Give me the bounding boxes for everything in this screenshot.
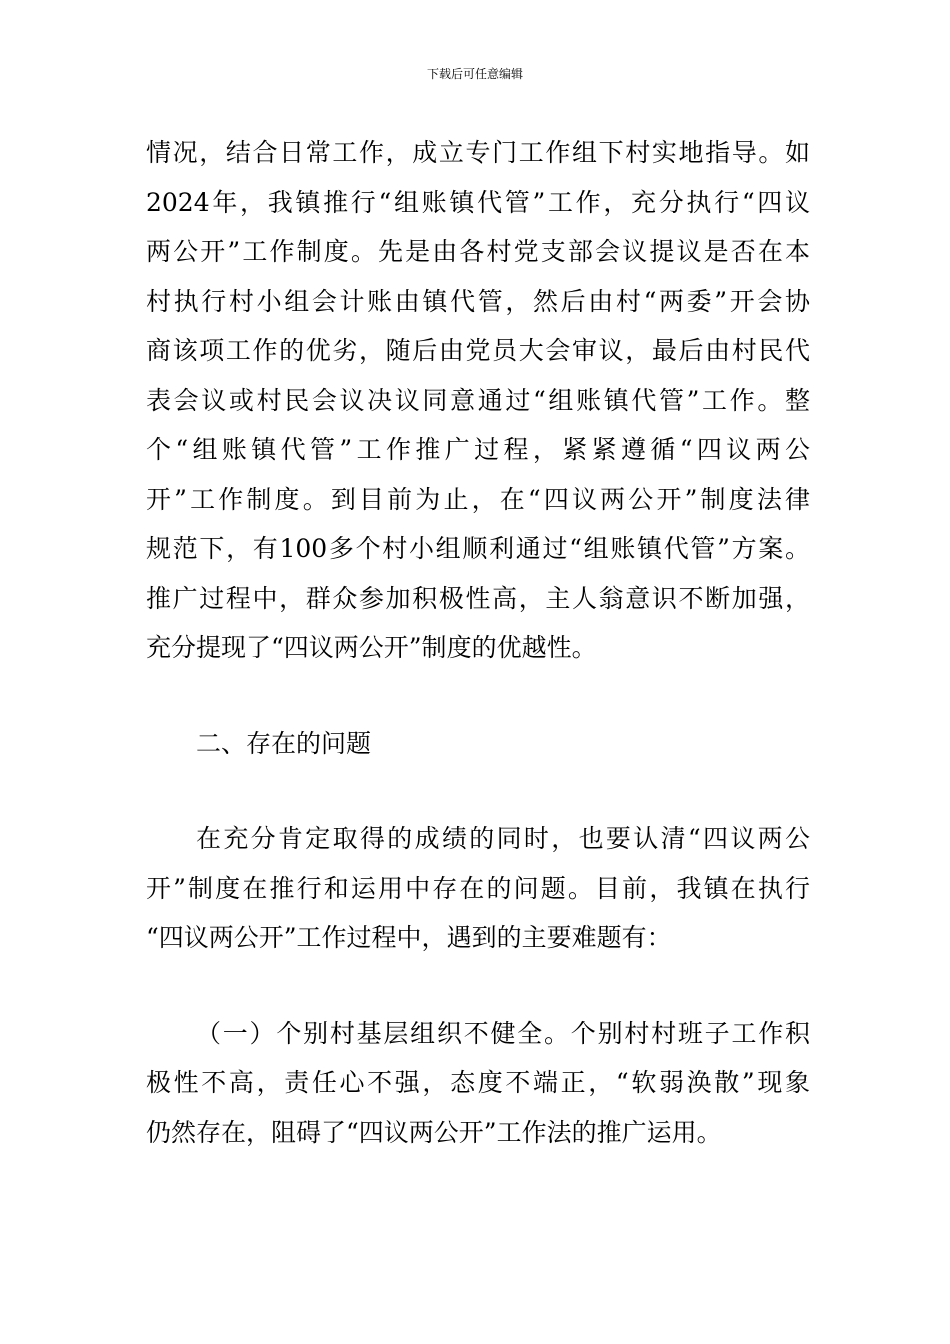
paragraph-line: 商该项工作的优劣，随后由党员大会审议，最后由村民代 bbox=[146, 336, 810, 365]
paragraph-line: 极性不高，责任心不强，态度不端正，“软弱涣散”现象 bbox=[146, 1068, 810, 1097]
paragraph-line: 规范下，有100多个村小组顺利通过“组账镇代管”方案。 bbox=[146, 534, 810, 563]
document-body bbox=[146, 128, 810, 1157]
spacer bbox=[146, 673, 810, 719]
spacer bbox=[146, 768, 810, 814]
paragraph-line: 充分提现了“四议两公开”制度的优越性。 bbox=[146, 633, 597, 662]
paragraph-line: 2024年，我镇推行“组账镇代管”工作，充分执行“四议 bbox=[146, 187, 810, 217]
paragraph-line: 表会议或村民会议决议同意通过“组账镇代管”工作。整 bbox=[146, 385, 810, 415]
paragraph-continuation bbox=[146, 128, 810, 673]
paragraph-line: 仍然存在，阻碍了“四议两公开”工作法的推广运用。 bbox=[146, 1117, 722, 1147]
paragraph-line: 村执行村小组会计账由镇代管，然后由村“两委”开会协 bbox=[146, 286, 810, 316]
paragraph-line: 情况，结合日常工作，成立专门工作组下村实地指导。如 bbox=[146, 138, 810, 167]
paragraph-problems-intro bbox=[146, 814, 810, 963]
paragraph-line: 在充分肯定取得的成绩的同时，也要认清“四议两公 bbox=[196, 824, 810, 853]
paragraph-line: 开”工作制度。到目前为止，在“四议两公开”制度法律 bbox=[146, 484, 810, 514]
section-heading: 二、存在的问题 bbox=[196, 728, 372, 758]
paragraph-line: 两公开”工作制度。先是由各村党支部会议提议是否在本 bbox=[146, 237, 810, 266]
page-header: 下载后可任意编辑 bbox=[426, 67, 523, 81]
paragraph-line: “四议两公开”工作过程中，遇到的主要难题有： bbox=[146, 923, 672, 952]
paragraph-line: （一）个别村基层组织不健全。个别村村班子工作积 bbox=[196, 1018, 810, 1048]
paragraph-line: 推广过程中，群众参加积极性高，主人翁意识不断加强， bbox=[146, 583, 810, 613]
paragraph-line: 个“组账镇代管”工作推广过程，紧紧遵循“四议两公 bbox=[146, 435, 810, 464]
spacer bbox=[146, 963, 810, 1009]
paragraph-problem-one bbox=[146, 1009, 810, 1158]
paragraph-line: 开”制度在推行和运用中存在的问题。目前，我镇在执行 bbox=[146, 873, 810, 903]
